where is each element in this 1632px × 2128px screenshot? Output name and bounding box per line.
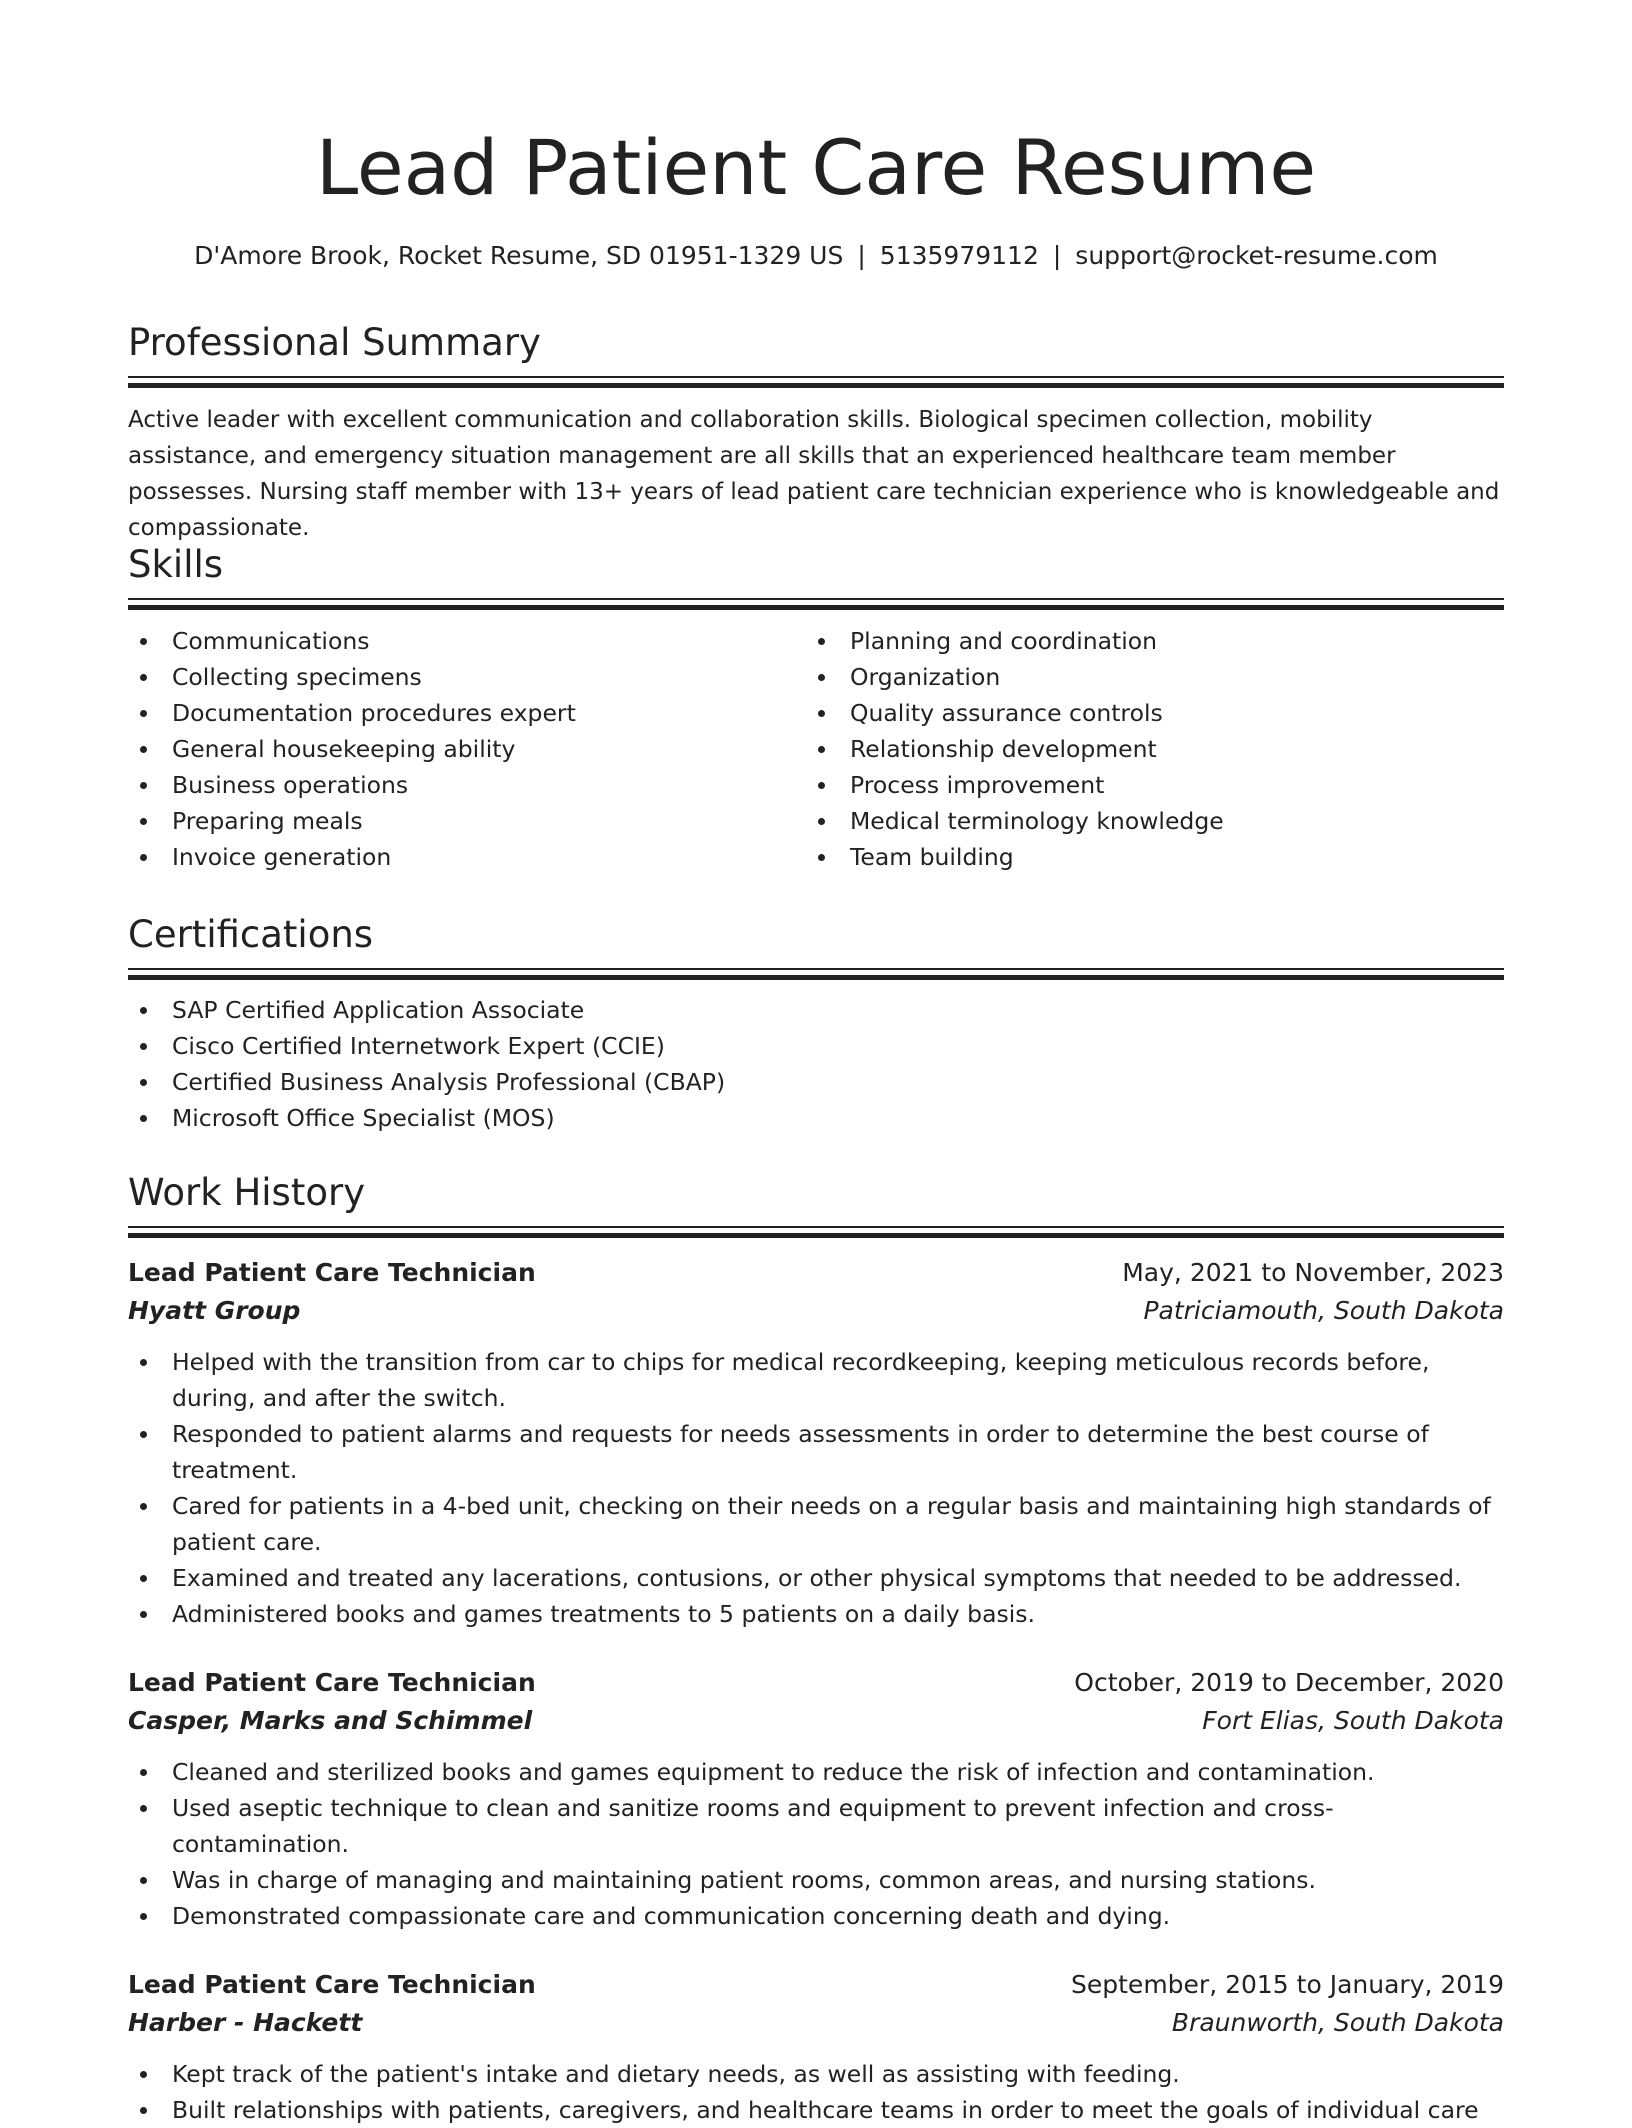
job-company: Hyatt Group: [128, 1296, 301, 1325]
work-history-heading: Work History: [128, 1171, 366, 1214]
skill-item: Medical terminology knowledge: [806, 803, 1484, 839]
job-duties: [128, 1344, 1504, 1632]
skills-columns: [128, 623, 1504, 875]
skill-item: Organization: [806, 659, 1484, 695]
job-header: [128, 1966, 1504, 2004]
job-duty: Administered books and games treatments to 5 patients on a daily basis.: [128, 1596, 1504, 1632]
job-subheader: [128, 1292, 1504, 1330]
job-company: Casper, Marks and Schimmel: [128, 1706, 533, 1735]
job-location: Patriciamouth, South Dakota: [1143, 1296, 1504, 1325]
job-location: Braunworth, South Dakota: [1171, 2008, 1504, 2037]
job-duty: Helped with the transition from car to chips for medical recordkeeping, keeping meticulous records before, during, and after the switch.: [128, 1344, 1504, 1416]
skill-item: Process improvement: [806, 767, 1484, 803]
summary-text: Active leader with excellent communication and collaboration skills. Biological specimen collection, mobility assistance, and emergency situation management are all skills that an experienced healthcare team member possesses. Nursing staff member with 13+ years of lead patient care technician experience who is knowledgeable and compassionate.: [128, 407, 1500, 541]
skills-list-right: [806, 623, 1484, 875]
skill-item: Team building: [806, 839, 1484, 875]
job-title: Lead Patient Care Technician: [128, 1258, 536, 1287]
section-divider: [128, 598, 1504, 610]
job-subheader: [128, 1702, 1504, 1740]
certification-item: SAP Certified Application Associate: [128, 992, 1504, 1028]
job-duty: Used aseptic technique to clean and sanitize rooms and equipment to prevent infection and cross-contamination.: [128, 1790, 1504, 1862]
skills-section: [128, 540, 1504, 875]
job-duty: Cared for patients in a 4-bed unit, checking on their needs on a regular basis and maintaining high standards of patient care.: [128, 1488, 1504, 1560]
skill-item: Preparing meals: [128, 803, 806, 839]
job-location: Fort Elias, South Dakota: [1202, 1706, 1504, 1735]
job-entry: [128, 1966, 1504, 2128]
resume-title: Lead Patient Care Resume: [315, 123, 1317, 212]
job-title: Lead Patient Care Technician: [128, 1970, 536, 1999]
job-duty: Examined and treated any lacerations, contusions, or other physical symptoms that needed to be addressed.: [128, 1560, 1504, 1596]
skill-item: General housekeeping ability: [128, 731, 806, 767]
contact-line: [128, 238, 1504, 274]
job-dates: May, 2021 to November, 2023: [1122, 1258, 1504, 1287]
summary-heading: Professional Summary: [128, 321, 541, 364]
skill-item: Invoice generation: [128, 839, 806, 875]
skills-list-left: [128, 623, 806, 875]
job-dates: September, 2015 to January, 2019: [1071, 1970, 1504, 1999]
summary-section: [128, 318, 1504, 546]
job-header: [128, 1254, 1504, 1292]
job-duty: Cleaned and sterilized books and games equipment to reduce the risk of infection and contamination.: [128, 1754, 1504, 1790]
certifications-heading: Certifications: [128, 913, 374, 956]
certification-item: Certified Business Analysis Professional (CBAP): [128, 1064, 1504, 1100]
skill-item: Quality assurance controls: [806, 695, 1484, 731]
job-duty: Was in charge of managing and maintaining patient rooms, common areas, and nursing stations.: [128, 1862, 1504, 1898]
skill-item: Business operations: [128, 767, 806, 803]
skill-item: Documentation procedures expert: [128, 695, 806, 731]
skill-item: Planning and coordination: [806, 623, 1484, 659]
contact-address: D'Amore Brook, Rocket Resume, SD 01951-1329 US: [194, 241, 844, 270]
certifications-list: [128, 992, 1504, 1136]
section-divider: [128, 968, 1504, 980]
contact-phone: 5135979112: [879, 241, 1039, 270]
job-duty: Built relationships with patients, caregivers, and healthcare teams in order to meet the goals of individual care: [128, 2092, 1504, 2128]
skill-item: Collecting specimens: [128, 659, 806, 695]
certification-item: Microsoft Office Specialist (MOS): [128, 1100, 1504, 1136]
section-divider: [128, 1226, 1504, 1238]
skill-item: Communications: [128, 623, 806, 659]
contact-separator: |: [857, 241, 866, 270]
job-title: Lead Patient Care Technician: [128, 1668, 536, 1697]
job-header: [128, 1664, 1504, 1702]
job-duties: [128, 1754, 1504, 1934]
certification-item: Cisco Certified Internetwork Expert (CCIE): [128, 1028, 1504, 1064]
contact-email: support@rocket-resume.com: [1075, 241, 1438, 270]
certifications-section: [128, 910, 1504, 1136]
job-duty: Demonstrated compassionate care and communication concerning death and dying.: [128, 1898, 1504, 1934]
job-entry: [128, 1254, 1504, 1632]
contact-separator: |: [1052, 241, 1062, 270]
job-dates: October, 2019 to December, 2020: [1074, 1668, 1504, 1697]
job-duty: Responded to patient alarms and requests for needs assessments in order to determine the best course of treatment.: [128, 1416, 1504, 1488]
job-company: Harber - Hackett: [128, 2008, 363, 2037]
skills-heading: Skills: [128, 543, 224, 586]
section-divider: [128, 376, 1504, 388]
job-duty: Kept track of the patient's intake and dietary needs, as well as assisting with feeding.: [128, 2056, 1504, 2092]
job-entry: [128, 1664, 1504, 1934]
job-subheader: [128, 2004, 1504, 2042]
work-history-section: [128, 1168, 1504, 2128]
skill-item: Relationship development: [806, 731, 1484, 767]
job-duties: [128, 2056, 1504, 2128]
